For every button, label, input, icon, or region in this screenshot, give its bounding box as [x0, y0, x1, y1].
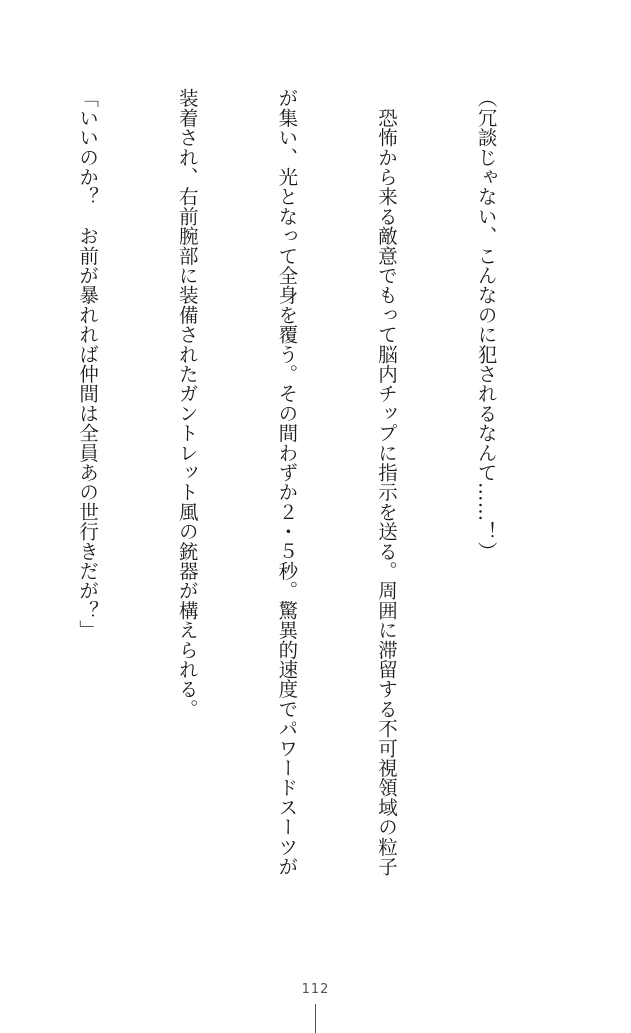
- text-line: が集い、光となって全身を覆う。その間わずか２・５秒。驚異的速度でパワードスーツが: [275, 88, 299, 876]
- text-line: 恐怖から来る敵意でもって脳内チップに指示を送る。周囲に滞留する不可視領域の粒子: [374, 88, 398, 876]
- vertical-text-block: [49, 88, 569, 928]
- page-number: 112: [301, 982, 330, 997]
- page-number-rule: [315, 1004, 316, 1033]
- text-line: 「いいのか？ お前が暴れれば仲間は全員あの世行きだが？」: [76, 88, 100, 640]
- text-line: （冗談じゃない、こんなのに犯されるなんて……！）: [474, 88, 498, 561]
- text-line: 装着され、右前腕部に装備されたガントレット風の銃器が構えられる。: [175, 88, 199, 719]
